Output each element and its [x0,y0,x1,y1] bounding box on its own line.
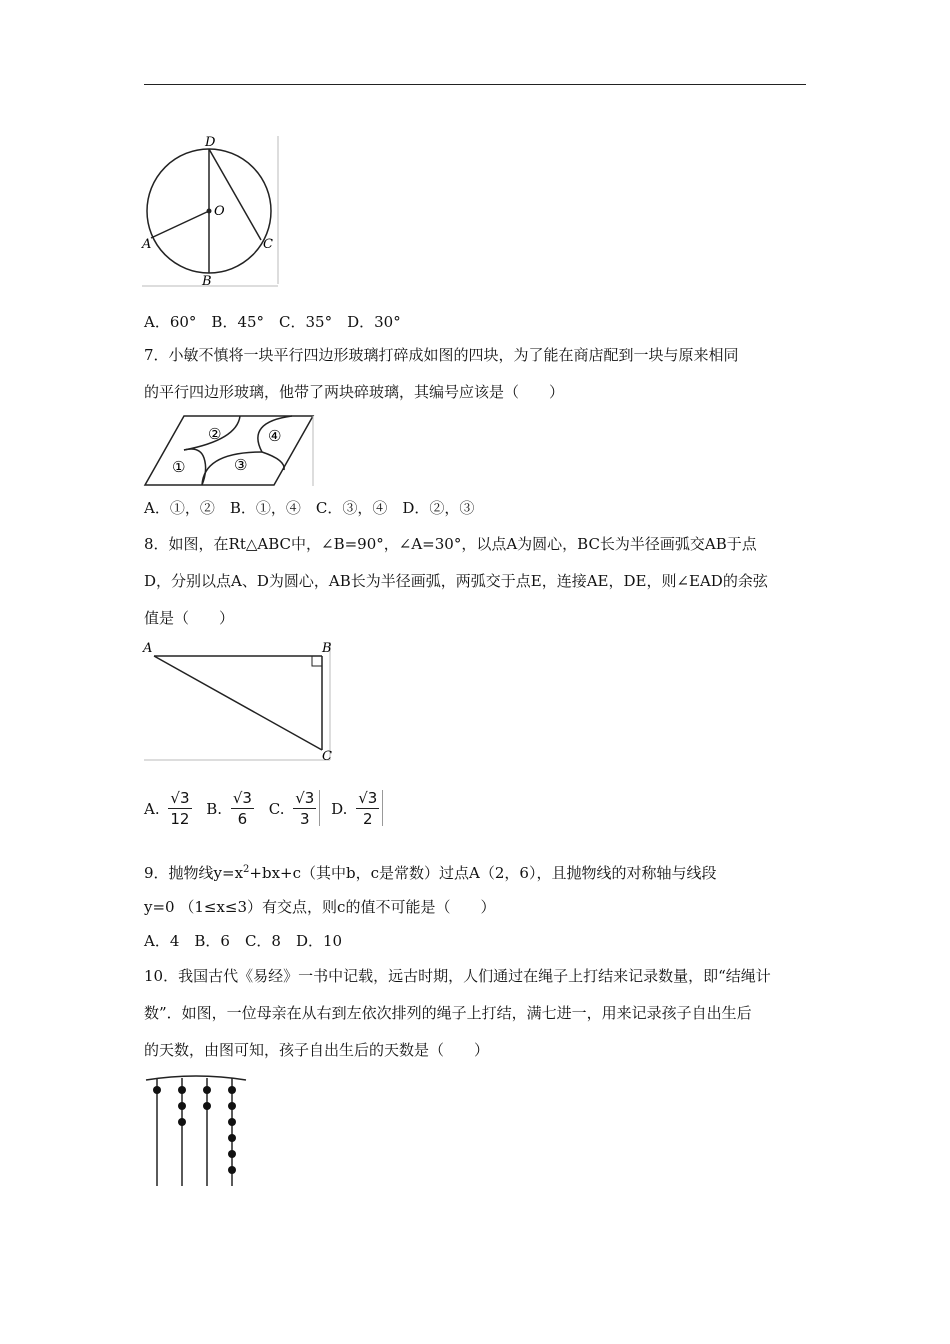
knot [178,1086,186,1094]
option-d-den: 2 [362,810,373,828]
knotted-ropes-figure [142,1074,250,1190]
q8-text-line3: 值是（ ） [144,609,235,627]
option-d-fraction [356,788,379,829]
knot [178,1118,186,1126]
option-b-num: √3 [232,789,252,807]
knot [203,1102,211,1110]
knot [153,1086,161,1094]
q7-text-line1: 7．小敏不慎将一块平行四边形玻璃打碎成如图的四块，为了能在商店配到一块与原来相同 [144,346,739,364]
option-a-fraction [168,788,191,829]
label-O: O [214,204,225,219]
option-a-num: √3 [170,789,190,807]
knot [228,1150,236,1158]
knot [228,1086,236,1094]
q10-text-line1: 10．我国古代《易经》一书中记载，远古时期，人们通过在绳子上打结来记录数量，即“结绳计 [144,967,771,985]
piece-2: ② [208,425,222,443]
label-B: B [202,274,212,289]
q10-text-line2: 数”．如图，一位母亲在从右到左依次排列的绳子上打结，满七进一，用来记录孩子自出生后 [144,1004,752,1022]
option-c-fraction [293,788,316,829]
option-d-num: √3 [358,789,378,807]
q9-line1-pre: 9．抛物线y=x [144,864,244,882]
q8-text-line1: 8．如图，在Rt△ABC中，∠B=90°，∠A=30°，以点A为圆心，BC长为半径画弧交AB于点 [144,535,757,553]
q9-text-line1 [144,860,716,883]
q7-text-line2: 的平行四边形玻璃，他带了两块碎玻璃，其编号应该是（ ） [144,383,565,401]
q9-text-line2: y=0 （1≤x≤3）有交点，则c的值不可能是（ ） [144,898,496,916]
piece-1: ① [172,458,186,476]
q8-options [144,788,383,829]
option-b-fraction [231,788,254,829]
option-a-letter: A. [144,799,160,818]
option-b-den: 6 [237,810,248,828]
label-C: C [263,237,273,252]
q9-line1-sup: 2 [243,864,250,875]
q7-options: A．①，② B．①，④ C．③，④ D．②，③ [144,499,475,517]
option-b-letter: B. [206,799,223,818]
knot [178,1102,186,1110]
knot [228,1118,236,1126]
knot [228,1134,236,1142]
q10-text-line3: 的天数，由图可知，孩子自出生后的天数是（ ） [144,1041,490,1059]
piece-3: ③ [234,456,248,474]
parallelogram-figure [142,412,317,488]
triangle-figure [140,636,338,764]
label-D: D [205,135,216,150]
piece-4: ④ [268,427,282,445]
label-A: A [142,237,152,252]
option-c-num: √3 [295,789,315,807]
knot [203,1086,211,1094]
knot [228,1102,236,1110]
q8-text-line2: D，分别以点A、D为圆心，AB长为半径画弧，两弧交于点E，连接AE，DE，则∠EAD的余弦 [144,572,768,590]
knot [228,1166,236,1174]
option-a-den: 12 [170,810,190,828]
circle-figure [140,132,280,290]
label-A: A [143,641,153,656]
q9-options: A．4 B．6 C．8 D．10 [144,932,343,950]
option-d-letter: D. [331,799,348,818]
q9-line1-post: +bx+c（其中b，c是常数）过点A（2，6），且抛物线的对称轴与线段 [249,864,717,882]
label-C: C [322,749,332,764]
option-c-den: 3 [300,810,310,828]
header-rule [144,84,806,85]
q6-options: A．60° B．45° C．35° D．30° [144,313,401,331]
label-B: B [322,641,332,656]
option-c-letter: C. [268,799,285,818]
